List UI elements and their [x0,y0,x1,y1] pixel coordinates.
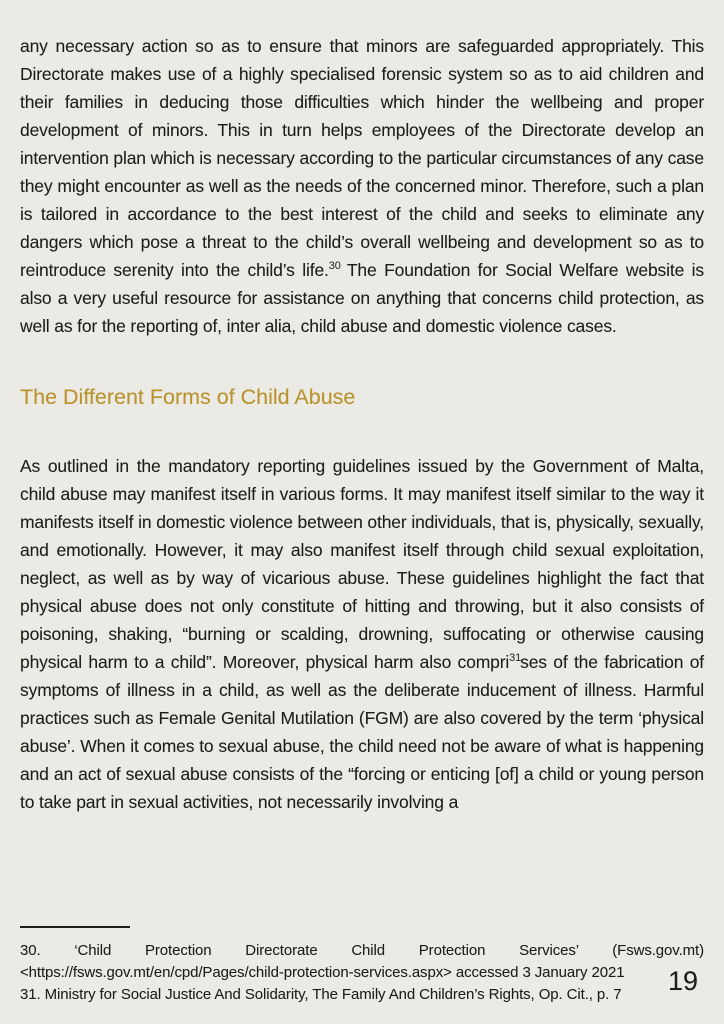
paragraph-text: As outlined in the mandatory reporting guidelines issued by the Government of Malta, child abuse may manifest itself in various forms. It may manifest itself similar to the way it manifests itself in domestic violence between other individuals, that is, physically, sexually, and emotionally. However, it may also manifest itself through child sexual exploitation, neglect, as well as by way of vicarious abuse. These guidelines highlight the fact that physical abuse does not only constitute of hitting and throwing, but it also consists of poisoning, shaking, “burning or scalding, drowning, suffocating or otherwise causing physical harm to a child”. Moreover, physical harm also compri [20,456,704,672]
footnote-31: 31. Ministry for Social Justice And Solidarity, The Family And Children’s Rights, Op. Cit., p. 7 [20,986,622,1003]
footnote-access-date: accessed 3 January 2021 [451,964,625,981]
footnote-url: <https://fsws.gov.mt/en/cpd/Pages/child-protection-services.aspx> [20,964,452,981]
paragraph-continuation [20,32,704,340]
footnote-reference-31: 31 [509,652,522,665]
section-heading: The Different Forms of Child Abuse [20,385,356,409]
page-number: 19 [667,966,698,996]
page-content [20,32,704,816]
paragraph-text: The Foundation for Social Welfare website is also a very useful resource for assistance on anything that concerns child protection, as well as for the reporting of, inter alia, child abuse and domestic violence cases. [20,260,705,336]
paragraph-text: ses of the fabrication of symptoms of illness in a child, as well as the deliberate inducement of illness. Harmful practices such as Female Genital Mutilation (FGM) are also covered by the term ‘physical abuse’. When it comes to sexual abuse, the child need not be aware of what is happening and an act of sexual abuse consists of the “forcing or enticing [of] a child or young person to take part in sexual activities, not necessarily involving a [20,652,705,812]
footnote-reference-30: 30 [328,260,341,273]
footnote-30 [20,940,704,984]
footnote-area [20,926,704,1006]
paragraph-forms-of-abuse [20,452,704,816]
footnote-citation-text: 30. ‘Child Protection Directorate Child Protection Services’ (Fsws.gov.mt) [20,942,704,959]
footnote-separator [20,926,130,928]
paragraph-text: any necessary action so as to ensure that minors are safeguarded appropriately. This Directorate makes use of a highly specialised forensic system so as to aid children and their families in deducing those difficulties which hinder the wellbeing and proper development of minors. This in turn helps employees of the Directorate develop an intervention plan which is necessary according to the particular circumstances of any case they might encounter as well as the needs of the concerned minor. Therefore, such a plan is tailored in accordance to the best interest of the child and seeks to eliminate any dangers which pose a threat to the child’s overall wellbeing and development so as to reintroduce serenity into the child’s life. [20,36,704,280]
